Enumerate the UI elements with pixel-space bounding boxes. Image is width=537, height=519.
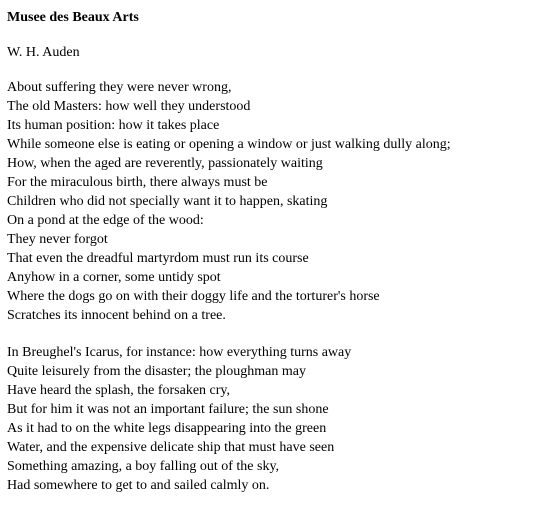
poem-author: W. H. Auden	[7, 45, 80, 60]
poem-line: Water, and the expensive delicate ship that must have seen	[7, 440, 335, 455]
poem-line: For the miraculous birth, there always must be	[7, 175, 268, 190]
stanza	[7, 78, 537, 325]
poem-line: Had somewhere to get to and sailed calmly on.	[7, 478, 270, 493]
poem-line: About suffering they were never wrong,	[7, 80, 232, 95]
poem-line: They never forgot	[7, 232, 108, 247]
poem-line: Its human position: how it takes place	[7, 118, 220, 133]
poem-line: Scratches its innocent behind on a tree.	[7, 308, 226, 323]
poem-line: Anyhow in a corner, some untidy spot	[7, 270, 221, 285]
poem-line: But for him it was not an important failure; the sun shone	[7, 402, 329, 417]
poem-line: How, when the aged are reverently, passionately waiting	[7, 156, 323, 171]
stanza	[7, 343, 537, 495]
poem-line: Children who did not specially want it to happen, skating	[7, 194, 328, 209]
poem-line: The old Masters: how well they understood	[7, 99, 251, 114]
poem-title: Musee des Beaux Arts	[7, 10, 139, 25]
poem-line: While someone else is eating or opening a window or just walking dully along;	[7, 137, 451, 152]
poem-line: In Breughel's Icarus, for instance: how everything turns away	[7, 345, 352, 360]
poem-line: As it had to on the white legs disappearing into the green	[7, 421, 327, 436]
poem-line: On a pond at the edge of the wood:	[7, 213, 204, 228]
poem-line: Something amazing, a boy falling out of the sky,	[7, 459, 280, 474]
poem-line: Where the dogs go on with their doggy life and the torturer's horse	[7, 289, 380, 304]
poem-line: Quite leisurely from the disaster; the ploughman may	[7, 364, 306, 379]
poem-body	[7, 78, 537, 495]
poem-line: That even the dreadful martyrdom must run its course	[7, 251, 309, 266]
poem-line: Have heard the splash, the forsaken cry,	[7, 383, 231, 398]
